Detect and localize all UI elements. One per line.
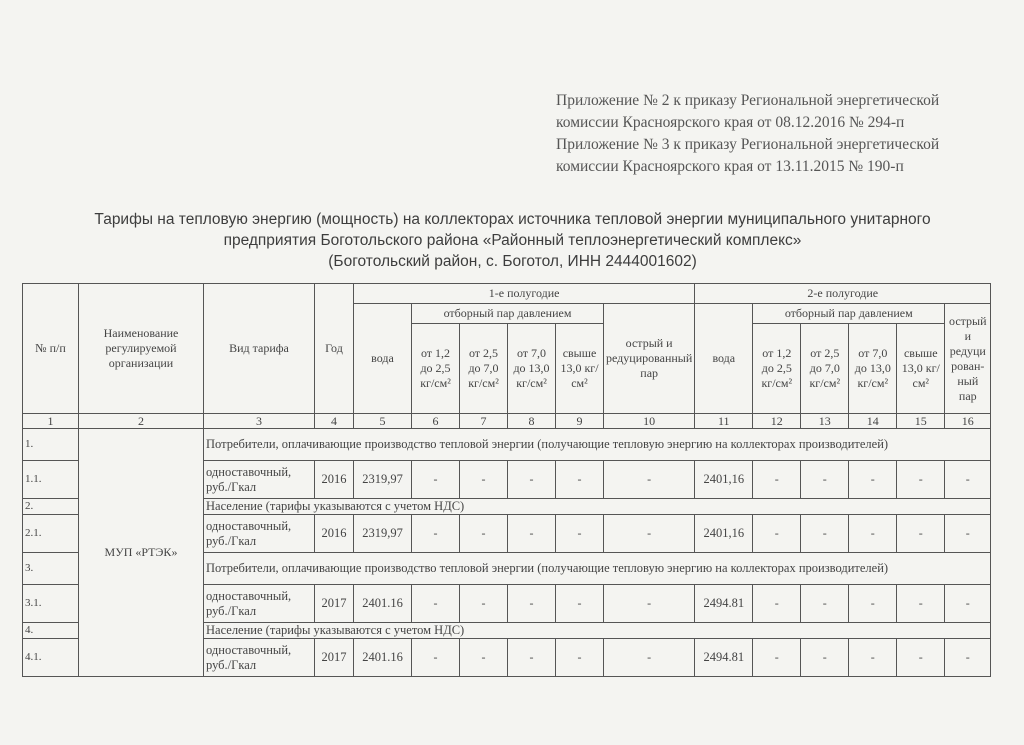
empty-value: -: [604, 515, 695, 553]
col-number: 6: [412, 414, 460, 429]
empty-value: -: [945, 585, 991, 623]
empty-value: -: [508, 461, 556, 499]
header-selected-steam-1: отборный пар давлением: [412, 304, 604, 324]
water-h1: 2401.16: [354, 639, 412, 677]
title-line-3: (Боготольский район, с. Боготол, ИНН 2444001602): [328, 253, 697, 270]
empty-value: -: [897, 515, 945, 553]
section-text: Население (тарифы указываются с учетом НДС): [204, 499, 991, 515]
header-water-2: вода: [695, 304, 753, 414]
section-num: 3.: [23, 553, 79, 585]
col-number: 10: [604, 414, 695, 429]
empty-value: -: [604, 639, 695, 677]
row-year: 2016: [315, 461, 354, 499]
section-num: 2.: [23, 499, 79, 515]
header-p4-2: свыше 13,0 кг/см²: [897, 324, 945, 414]
col-number: 11: [695, 414, 753, 429]
water-h1: 2319,97: [354, 515, 412, 553]
header-half-2: 2-е полугодие: [695, 284, 991, 304]
empty-value: -: [412, 461, 460, 499]
empty-value: -: [753, 515, 801, 553]
empty-value: -: [897, 639, 945, 677]
empty-value: -: [556, 639, 604, 677]
annex-line-1: Приложение № 2 к приказу Региональной энергетической комиссии Красноярского края от 08.12.2016 № 294-п: [556, 92, 940, 131]
empty-value: -: [460, 461, 508, 499]
section-text: Население (тарифы указываются с учетом НДС): [204, 623, 991, 639]
empty-value: -: [753, 461, 801, 499]
empty-value: -: [412, 585, 460, 623]
title-line-1: Тарифы на тепловую энергию (мощность) на коллекторах источника тепловой энергии муниципального унитарного: [94, 211, 931, 228]
empty-value: -: [801, 585, 849, 623]
col-number: 9: [556, 414, 604, 429]
row-year: 2016: [315, 515, 354, 553]
col-number: 5: [354, 414, 412, 429]
annex-line-2: Приложение № 3 к приказу Региональной энергетической комиссии Красноярского края от 13.11.2015 № 190-п: [556, 136, 940, 175]
section-text: Потребители, оплачивающие производство тепловой энергии (получающие тепловую энергию на коллекторах производителей): [204, 429, 991, 461]
col-number: 2: [79, 414, 204, 429]
section-num: 1.: [23, 429, 79, 461]
empty-value: -: [801, 639, 849, 677]
col-number: 14: [849, 414, 897, 429]
water-h2: 2494.81: [695, 585, 753, 623]
organization-name: МУП «РТЭК»: [79, 429, 204, 677]
tariff-type: одноставочный, руб./Гкал: [204, 515, 315, 553]
tariff-type: одноставочный, руб./Гкал: [204, 461, 315, 499]
header-water-1: вода: [354, 304, 412, 414]
empty-value: -: [849, 585, 897, 623]
empty-value: -: [412, 515, 460, 553]
header-tariff-type: Вид тарифа: [204, 284, 315, 414]
col-number: 7: [460, 414, 508, 429]
col-number: 12: [753, 414, 801, 429]
header-year: Год: [315, 284, 354, 414]
header-p2-1: от 2,5 до 7,0 кг/см²: [460, 324, 508, 414]
empty-value: -: [849, 515, 897, 553]
empty-value: -: [945, 461, 991, 499]
title-line-2: предприятия Боготольского района «Районный теплоэнергетический комплекс»: [223, 232, 802, 249]
header-half-1: 1-е полугодие: [354, 284, 695, 304]
empty-value: -: [945, 639, 991, 677]
empty-value: -: [604, 585, 695, 623]
empty-value: -: [849, 639, 897, 677]
empty-value: -: [460, 585, 508, 623]
col-number: 16: [945, 414, 991, 429]
header-org: Наименование регулируемой организации: [79, 284, 204, 414]
header-selected-steam-2: отборный пар давлением: [753, 304, 945, 324]
header-p3-2: от 7,0 до 13,0 кг/см²: [849, 324, 897, 414]
empty-value: -: [460, 515, 508, 553]
col-number: 3: [204, 414, 315, 429]
row-num: 4.1.: [23, 639, 79, 677]
empty-value: -: [412, 639, 460, 677]
empty-value: -: [753, 639, 801, 677]
section-num: 4.: [23, 623, 79, 639]
water-h1: 2401.16: [354, 585, 412, 623]
header-sharp-steam-2: острый и редуци рован-ный пар: [945, 304, 991, 414]
empty-value: -: [945, 515, 991, 553]
empty-value: -: [849, 461, 897, 499]
col-number: 13: [801, 414, 849, 429]
row-num: 3.1.: [23, 585, 79, 623]
col-number: 1: [23, 414, 79, 429]
empty-value: -: [801, 515, 849, 553]
col-number: 8: [508, 414, 556, 429]
tariff-table: [22, 283, 991, 677]
section-text: Потребители, оплачивающие производство тепловой энергии (получающие тепловую энергию на коллекторах производителей): [204, 553, 991, 585]
empty-value: -: [556, 515, 604, 553]
header-p4-1: свыше 13,0 кг/см²: [556, 324, 604, 414]
empty-value: -: [508, 639, 556, 677]
row-num: 1.1.: [23, 461, 79, 499]
empty-value: -: [556, 461, 604, 499]
tariff-type: одноставочный, руб./Гкал: [204, 585, 315, 623]
row-num: 2.1.: [23, 515, 79, 553]
water-h2: 2494.81: [695, 639, 753, 677]
header-p2-2: от 2,5 до 7,0 кг/см²: [801, 324, 849, 414]
row-year: 2017: [315, 585, 354, 623]
water-h2: 2401,16: [695, 461, 753, 499]
header-p1-2: от 1,2 до 2,5 кг/см²: [753, 324, 801, 414]
empty-value: -: [508, 515, 556, 553]
empty-value: -: [604, 461, 695, 499]
empty-value: -: [460, 639, 508, 677]
empty-value: -: [753, 585, 801, 623]
tariff-type: одноставочный, руб./Гкал: [204, 639, 315, 677]
col-number: 15: [897, 414, 945, 429]
document-title: [60, 209, 965, 272]
header-p3-1: от 7,0 до 13,0 кг/см²: [508, 324, 556, 414]
header-num: № п/п: [23, 284, 79, 414]
row-year: 2017: [315, 639, 354, 677]
water-h2: 2401,16: [695, 515, 753, 553]
water-h1: 2319,97: [354, 461, 412, 499]
col-number: 4: [315, 414, 354, 429]
empty-value: -: [556, 585, 604, 623]
header-p1-1: от 1,2 до 2,5 кг/см²: [412, 324, 460, 414]
empty-value: -: [801, 461, 849, 499]
empty-value: -: [897, 585, 945, 623]
annex-note: [556, 90, 956, 178]
empty-value: -: [508, 585, 556, 623]
empty-value: -: [897, 461, 945, 499]
header-sharp-steam-1: острый и редуцированный пар: [604, 304, 695, 414]
